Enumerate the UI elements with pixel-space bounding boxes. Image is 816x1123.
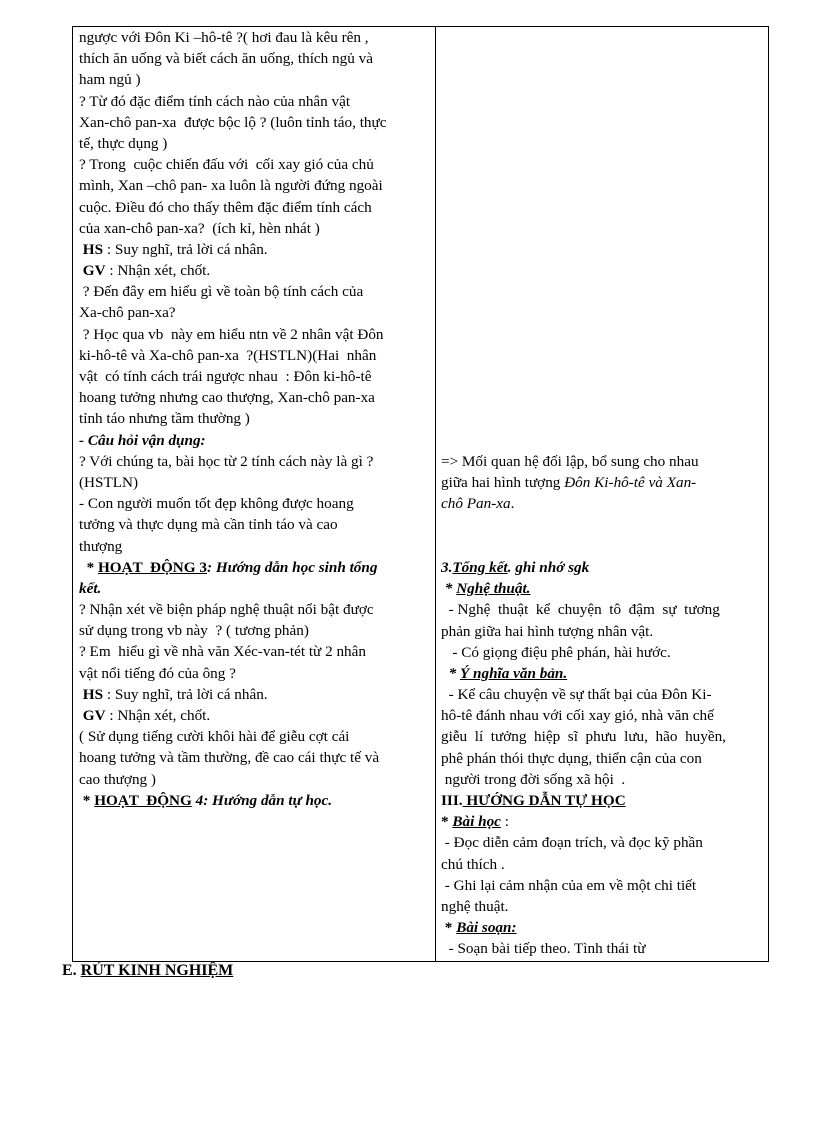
activity-3-label: HOẠT ĐỘNG 3 [97, 558, 207, 576]
text-line: ? Với chúng ta, bài học từ 2 tính cách này là gì ? [79, 452, 374, 470]
text-line: hô-tê đánh nhau với cối xay gió, nhà văn chế [441, 707, 714, 725]
gv-text: : Nhận xét, chốt. [105, 707, 211, 724]
text-line: ? Từ đó đặc điểm tính cách nào của nhân vật [79, 92, 351, 110]
text-line: của xan-chô pan-xa? (ích kỉ, hèn nhát ) [79, 219, 320, 237]
gv-label: GV [82, 262, 106, 280]
text-line: mình, Xan –chô pan- xa luôn là người đứng ngoài [79, 177, 383, 195]
text-line [79, 705, 429, 726]
text-line: ? Em hiểu gì về nhà văn Xéc-van-tét từ 2 nhân [79, 643, 366, 661]
text-line: cao thượng ) [79, 770, 156, 788]
text-line: ki-hô-tê và Xa-chô pan-xa ?(HSTLN)(Hai nhân [79, 346, 377, 364]
text-line: phê phán thói thực dụng, thiển cận của con [441, 749, 702, 767]
text-line: chô Pan-xa. [441, 495, 515, 513]
experience-heading: E. RÚT KINH NGHIỆM [62, 962, 234, 979]
activity-3-heading-cont: kết. [79, 579, 102, 597]
text-line: sử dụng trong vb này ? ( tương phản) [79, 622, 309, 640]
text-line: ham ngủ ) [79, 71, 141, 89]
text-line: nghệ thuật. [441, 897, 509, 915]
text-line: hoang tưởng và tầm thường, đề cao cái thực tế và [79, 749, 380, 767]
text-line: chú thích . [441, 855, 505, 873]
text-line: ( Sử dụng tiếng cười khôi hài để giễu cợt cái [79, 728, 350, 746]
applied-question-heading: - Câu hỏi vận dụng: [79, 431, 206, 449]
gv-text: : Nhận xét, chốt. [105, 262, 211, 280]
text-line: vật nổi tiếng đó của ông ? [79, 664, 236, 682]
preparation-heading: * Bài soạn: [441, 919, 517, 937]
text-line: Xan-chô pan-xa được bộc lộ ? (luôn tỉnh táo, thực [79, 113, 387, 131]
text-line: phản giữa hai hình tượng nhân vật. [441, 622, 654, 640]
text-line: thích ăn uống và biết cách ăn uống, thích ngủ và [79, 50, 373, 68]
hs-label: HS [82, 685, 104, 703]
gv-label: GV [82, 707, 106, 724]
text-line: tưởng và thực dụng mà cần tỉnh táo và cao [79, 516, 338, 534]
text-line: tế, thực dụng ) [79, 134, 168, 152]
lesson-heading: * Bài học : [441, 813, 509, 831]
meaning-heading: * Ý nghĩa văn bản. [441, 664, 568, 682]
text-line: tỉnh táo nhưng tầm thường ) [79, 410, 250, 428]
text-line: - Kể câu chuyện về sự thất bại của Đôn Ki- [441, 686, 712, 704]
teacher-activity-column [79, 27, 429, 811]
text-line: giễu lí tưởng hiệp sĩ phưu lưu, hão huyền, [441, 728, 726, 746]
text-line: - Đọc diễn cảm đoạn trích, và đọc kỹ phần [441, 834, 703, 852]
text-line: ngược với Đôn Ki –hô-tê ?( hơi đau là kêu rên , [79, 29, 369, 46]
text-line: Xa-chô pan-xa? [79, 304, 176, 322]
text-line: - Ghi lại cảm nhận của em về một chi tiết [441, 876, 697, 894]
art-heading: * Nghệ thuật. [441, 580, 531, 598]
text-line: (HSTLN) [79, 473, 139, 491]
text-line: giữa hai hình tượng Đôn Ki-hô-tê và Xan- [441, 474, 697, 492]
column-divider [435, 27, 436, 961]
summary-heading: 3.Tổng kết. ghi nhớ sgk [441, 558, 590, 576]
character-names: Đôn Ki-hô-tê và Xan- [564, 474, 697, 492]
text-line [79, 239, 429, 260]
text-line: người trong đời sống xã hội . [441, 770, 626, 788]
hs-label: HS [82, 240, 104, 258]
text-line: => Mối quan hệ đối lập, bổ sung cho nhau [441, 453, 699, 470]
text-line: ? Nhận xét về biện pháp nghệ thuật nổi bật được [79, 601, 374, 619]
text-line: hoang tưởng nhưng cao thượng, Xan-chô pan-xa [79, 389, 375, 407]
text-line: ? Đến đây em hiểu gì về toàn bộ tính cách của [79, 283, 364, 301]
text-line: ? Trong cuộc chiến đấu với cối xay gió của chủ [79, 156, 374, 174]
text-line [79, 684, 429, 705]
text-line: cuộc. Điều đó cho thấy thêm đặc điểm tính cách [79, 198, 372, 216]
text-line: - Soạn bài tiếp theo. Tình thái từ [441, 940, 646, 958]
text-line: thượng [79, 537, 123, 555]
text-line: - Nghệ thuật kể chuyện tô đậm sự tương [441, 601, 720, 619]
character-names: chô Pan-xa [441, 495, 511, 513]
text-line: vật có tính cách trái ngược nhau : Đôn ki-hô-tê [79, 368, 372, 385]
experience-title: RÚT KINH NGHIỆM [80, 962, 234, 979]
text-line: ? Học qua vb này em hiểu ntn về 2 nhân vật Đôn [79, 325, 384, 343]
activity-4-title: 4: Hướng dẫn tự học. [191, 791, 333, 809]
activity-3-heading: * HOẠT ĐỘNG 3: Hướng dẫn học sinh tổng [79, 558, 378, 576]
text-line: - Con người muốn tốt đẹp không được hoang [79, 495, 354, 513]
self-study-heading: III. HƯỚNG DẪN TỰ HỌC [441, 792, 626, 809]
text-line: - Có giọng điệu phê phán, hài hước. [441, 643, 671, 661]
hs-text: : Suy nghĩ, trả lời cá nhân. [103, 240, 268, 258]
text-line [79, 260, 429, 281]
lesson-table [72, 26, 769, 962]
activity-3-title: : Hướng dẫn học sinh tổng [206, 558, 378, 576]
hs-text: : Suy nghĩ, trả lời cá nhân. [103, 685, 268, 703]
activity-4-label: HOẠT ĐỘNG [94, 791, 192, 809]
activity-4-heading: * HOẠT ĐỘNG 4: Hướng dẫn tự học. [79, 791, 333, 809]
content-column [441, 451, 765, 960]
